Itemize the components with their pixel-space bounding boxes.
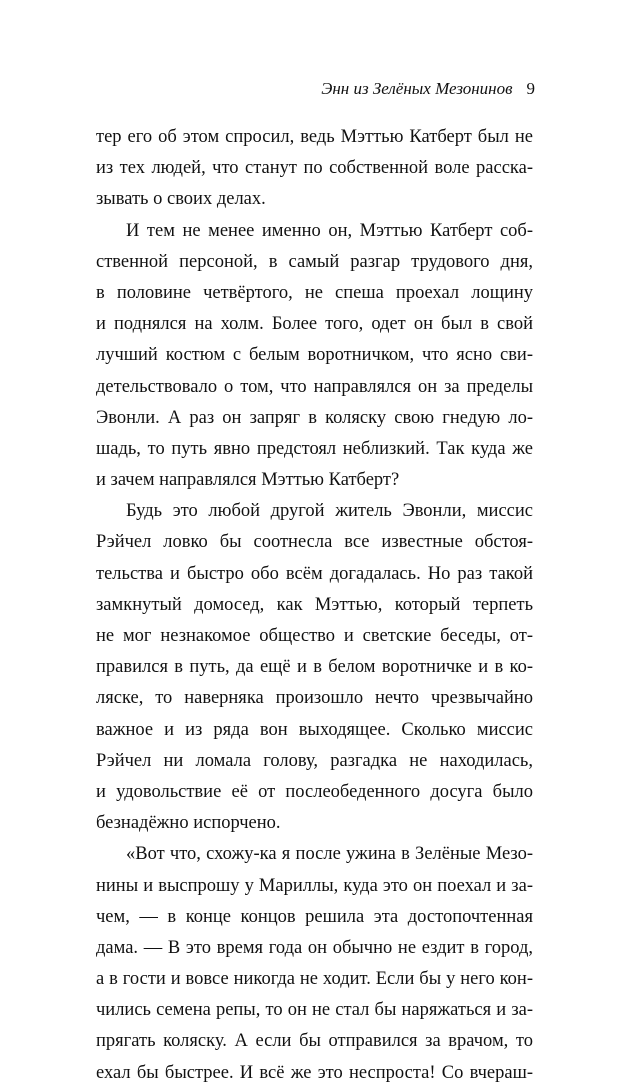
text-line: чем, — в конце концов решила эта достопочтенная — [96, 906, 533, 927]
text-line: правился в путь, да ещё и в белом воротничке и в ко- — [96, 657, 533, 678]
text-line: и поднялся на холм. Более того, одет он был в свой — [96, 314, 533, 335]
text-line: Рэйчел ловко бы соотнесла все известные обстоя- — [96, 532, 533, 553]
text-line: шадь, то путь явно предстоял неблизкий. Так куда же — [96, 438, 533, 459]
text-line: тельства и быстро обо всём догадалась. Но раз такой — [96, 563, 533, 584]
body-text — [96, 122, 533, 1089]
paragraph-first-line: Будь это любой другой житель Эвонли, миссис — [126, 501, 533, 522]
text-line: безнадёжно испорчено. — [96, 813, 281, 834]
text-line: зывать о своих делах. — [96, 189, 266, 210]
text-line: детельствовало о том, что направлялся он за пределы — [96, 376, 533, 397]
text-line: тер его об этом спросил, ведь Мэттью Катберт был не — [96, 127, 533, 147]
page-number: 9 — [526, 79, 535, 98]
text-line: ляске, то наверняка произошло нечто чрезвычайно — [96, 688, 533, 709]
running-title: Энн из Зелёных Мезонинов — [321, 79, 513, 98]
running-header — [321, 78, 535, 100]
text-line: из тех людей, что станут по собственной воле расска- — [96, 158, 533, 179]
text-line: замкнутый домосед, как Мэттью, который терпеть — [96, 594, 533, 615]
text-line: Рэйчел ни ломала голову, разгадка не находилась, — [96, 750, 533, 771]
text-line: чились семена репы, то он не стал бы наряжаться и за- — [96, 1000, 533, 1021]
text-line: и зачем направлялся Мэттью Катберт? — [96, 470, 400, 491]
text-line: в половине четвёртого, не спеша проехал лощину — [96, 282, 533, 303]
text-line: и удовольствие её от послеобеденного досуга было — [96, 781, 533, 802]
paragraph-first-line: «Вот что, схожу-ка я после ужина в Зелёные Мезо- — [126, 844, 533, 865]
text-line: ственной персоной, в самый разгар трудового дня, — [96, 251, 533, 272]
text-line: не мог незнакомое общество и светские беседы, от- — [96, 626, 533, 646]
text-line: дама. — В это время года он обычно не ездит в город, — [96, 937, 533, 958]
text-line: лучший костюм с белым воротничком, что ясно сви- — [96, 345, 533, 366]
text-line: нины и выспрошу у Мариллы, куда это он поехал и за- — [96, 875, 533, 896]
text-line: Эвонли. А раз он запряг в коляску свою гнедую ло- — [96, 407, 533, 428]
text-line: а в гости и вовсе никогда не ходит. Если бы у него кон- — [96, 969, 533, 990]
text-line: прягать коляску. А если бы отправился за врачом, то — [96, 1031, 533, 1052]
paragraph-first-line: И тем не менее именно он, Мэттью Катберт соб- — [126, 220, 533, 241]
text-line: важное и из ряда вон выходящее. Сколько миссис — [96, 719, 533, 740]
text-line: ехал бы быстрее. И всё же это неспроста! Со вчераш- — [96, 1062, 533, 1083]
